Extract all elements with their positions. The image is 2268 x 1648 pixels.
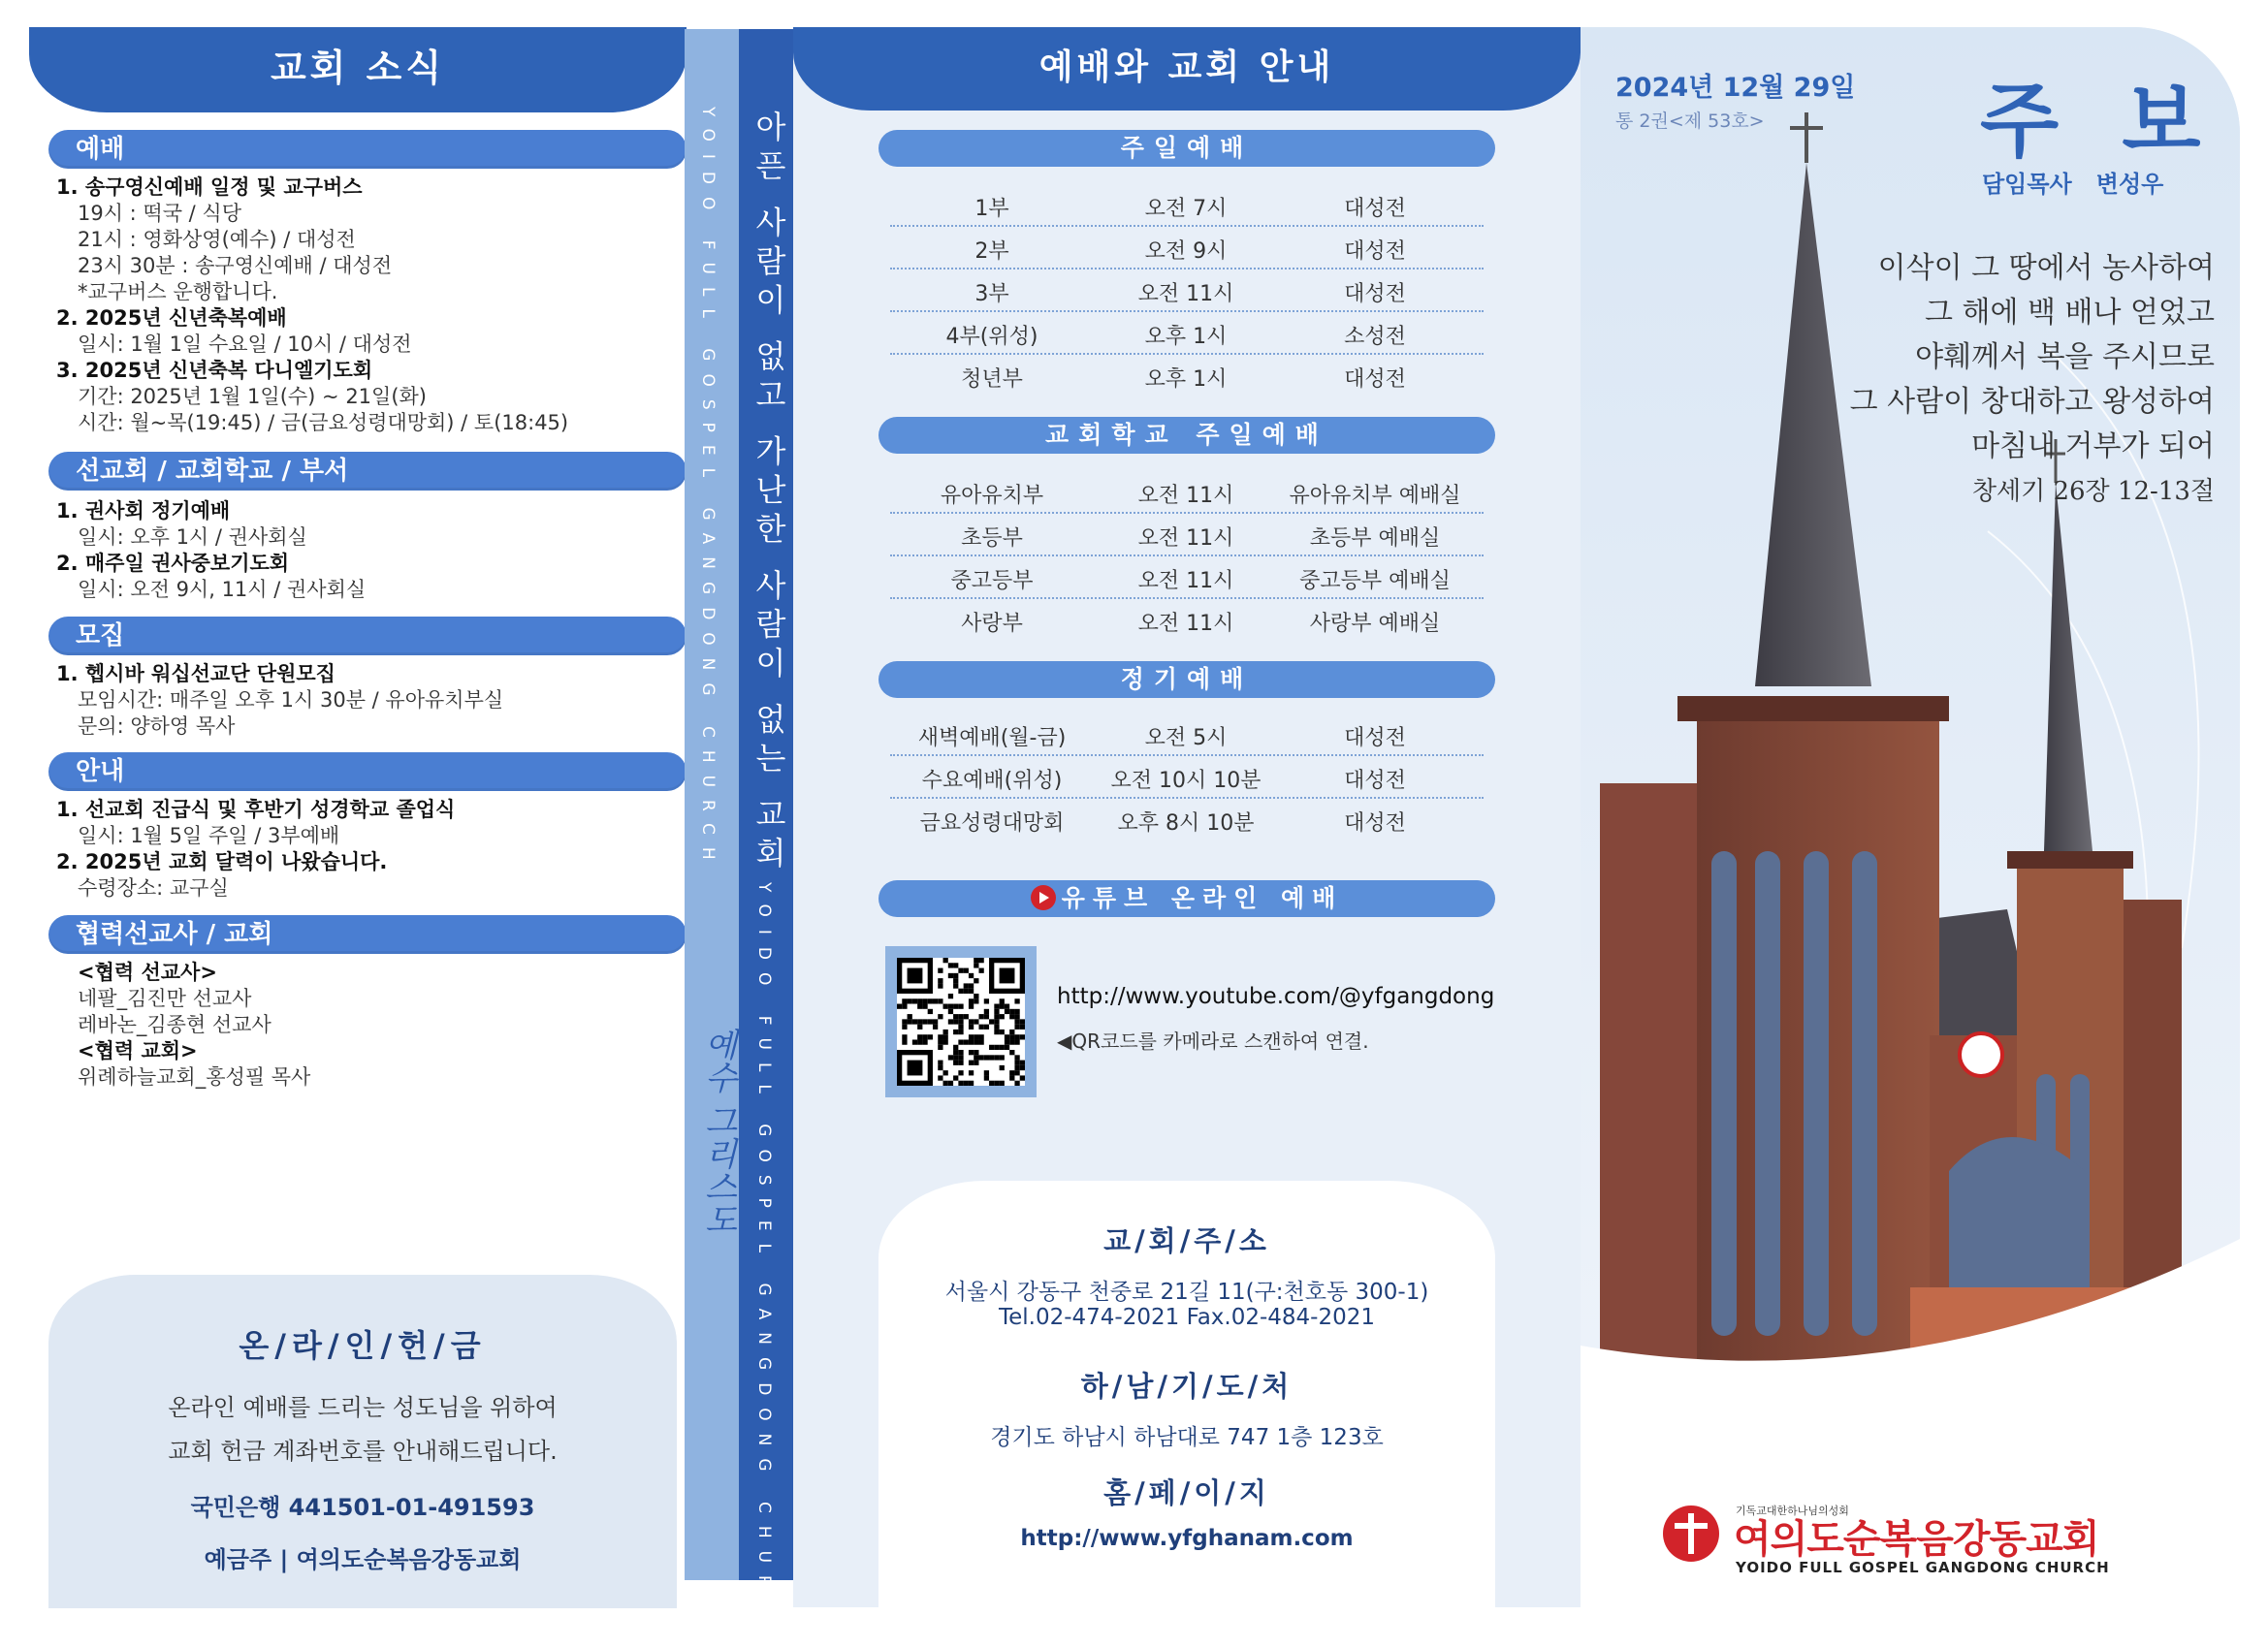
table-cell: 3부 xyxy=(974,282,1009,306)
senior-pastor: 담임목사 변성우 xyxy=(1982,171,2164,198)
logo-english-name: YOIDO FULL GOSPEL GANGDONG CHURCH xyxy=(1736,1559,2110,1576)
news-detail: 문의: 양하영 목사 xyxy=(78,714,236,738)
logo-denomination: 기독교대한하나님의성회 xyxy=(1736,1505,1849,1517)
news-item: 2. 2025년 교회 달력이 나왔습니다. xyxy=(56,850,388,873)
table-cell: 중고등부 예배실 xyxy=(1299,569,1451,593)
spine-english-top: YOIDO FULL GOSPEL GANGDONG CHURCH xyxy=(698,107,718,872)
youtube-title-text: 유튜브 온라인 예배 xyxy=(1061,884,1344,912)
table-cell: 대성전 xyxy=(1344,282,1406,306)
news-detail: 수령장소: 교구실 xyxy=(78,876,229,900)
table-cell: 수요예배(위성) xyxy=(921,769,1063,793)
section-mission: 선교회 / 교회학교 / 부서 xyxy=(48,452,687,491)
news-item: 3. 2025년 신년축복 다니엘기도회 xyxy=(56,359,373,382)
account-holder: 예금주 | 여의도순복음강동교회 xyxy=(204,1546,522,1573)
spine-motto: 아픈 사람이 없고 가난한 사람이 없는 교회 xyxy=(751,111,787,876)
cover-panel xyxy=(1581,27,2240,1607)
news-item: 1. 송구영신예배 일정 및 교구버스 xyxy=(56,175,363,199)
table-cell: 유아유치부 예배실 xyxy=(1289,484,1461,508)
bank-account: 국민은행 441501-01-491593 xyxy=(190,1494,535,1521)
news-item: 1. 선교회 진급식 및 후반기 성경학교 졸업식 xyxy=(56,798,456,821)
news-detail: 일시: 오전 9시, 11시 / 권사회실 xyxy=(78,578,367,601)
news-detail: 시간: 월~목(19:45) / 금(금요성령대망회) / 토(18:45) xyxy=(78,411,569,434)
table-cell: 유아유치부 xyxy=(940,484,1044,508)
verse-line: 이삭이 그 땅에서 농사하여 xyxy=(1877,251,2215,285)
youtube-worship-title xyxy=(878,880,1495,917)
news-detail: *교구버스 운행합니다. xyxy=(78,280,278,303)
table-cell: 대성전 xyxy=(1344,811,1406,836)
offering-text: 온라인 예배를 드리는 성도님을 위하여 xyxy=(168,1394,558,1421)
news-detail: 일시: 1월 1일 수요일 / 10시 / 대성전 xyxy=(78,333,412,356)
table-row xyxy=(890,754,1484,799)
news-list-mission xyxy=(56,498,366,603)
table-cell: 대성전 xyxy=(1344,769,1406,793)
section-guide: 안내 xyxy=(48,752,687,791)
table-cell: 오전 7시 xyxy=(1144,197,1228,221)
news-detail: 네팔_김진만 선교사 xyxy=(78,987,252,1010)
news-list-partner xyxy=(56,960,310,1091)
news-list-recruit xyxy=(56,661,503,740)
hanam-title: 하/남/기/도/처 xyxy=(1080,1370,1294,1403)
section-partner: 협력선교사 / 교회 xyxy=(48,915,687,954)
church-address: 서울시 강동구 천중로 21길 11(구:천호동 300-1) xyxy=(944,1280,1429,1305)
news-list-guide xyxy=(56,797,455,902)
issue-volume: 통 2권<제 53호> xyxy=(1615,111,1765,132)
scripture-verse xyxy=(1850,246,2215,514)
news-detail: 일시: 오후 1시 / 권사회실 xyxy=(78,525,307,549)
table-row xyxy=(890,512,1484,556)
qr-scan-note: ◀QR코드를 카메라로 스캔하여 연결. xyxy=(1057,1030,1369,1053)
news-detail: 21시 : 영화상영(예수) / 대성전 xyxy=(78,228,356,251)
spine-dark-strip xyxy=(739,29,793,1648)
issue-date: 2024년 12월 29일 xyxy=(1615,73,1856,103)
table-row xyxy=(890,268,1484,312)
homepage-title: 홈/페/이/지 xyxy=(1103,1476,1270,1509)
table-row xyxy=(890,225,1484,269)
news-item: <협력 선교사> xyxy=(78,961,217,984)
table-cell: 금요성령대망회 xyxy=(919,811,1065,836)
table-cell: 대성전 xyxy=(1344,726,1406,750)
verse-line: 마침내 거부가 되어 xyxy=(1971,429,2215,463)
news-detail: 레바논_김종현 선교사 xyxy=(78,1013,272,1036)
table-cell: 오전 11시 xyxy=(1137,612,1234,636)
table-cell: 초등부 xyxy=(961,526,1023,551)
address-title: 교/회/주/소 xyxy=(1103,1224,1270,1257)
spine-light-strip xyxy=(685,29,739,1580)
news-detail: 위례하늘교회_홍성필 목사 xyxy=(78,1065,311,1089)
qr-code[interactable] xyxy=(885,946,1037,1097)
qr-code-image xyxy=(897,958,1025,1086)
verse-reference: 창세기 26장 12-13절 xyxy=(1971,477,2215,506)
table-cell: 중고등부 xyxy=(950,569,1034,593)
offering-title: 온/라/인/헌/금 xyxy=(239,1327,487,1364)
worship-info-banner: 예배와 교회 안내 xyxy=(793,27,1581,111)
table-cell: 오전 11시 xyxy=(1137,526,1234,551)
table-cell: 오전 11시 xyxy=(1137,484,1234,508)
table-cell: 오전 9시 xyxy=(1144,239,1228,264)
bulletin-title: 주 보 xyxy=(1980,74,2219,169)
church-building-image xyxy=(1581,27,2240,1452)
table-cell: 대성전 xyxy=(1344,197,1406,221)
table-cell: 오후 1시 xyxy=(1144,367,1228,392)
hanam-address: 경기도 하남시 하남대로 747 1층 123호 xyxy=(990,1425,1384,1450)
online-offering-box xyxy=(48,1275,677,1608)
table-row xyxy=(890,597,1484,640)
offering-text: 교회 헌금 계좌번호를 안내해드립니다. xyxy=(168,1438,558,1465)
news-item: 2. 매주일 권사중보기도회 xyxy=(56,552,290,575)
logo-church-name: 여의도순복음강동교회 xyxy=(1734,1517,2099,1562)
table-cell: 새벽예배(월-금) xyxy=(917,726,1067,750)
youtube-icon xyxy=(1031,885,1056,910)
church-emblem-icon xyxy=(1663,1505,1719,1562)
spine-english-bottom: YOIDO FULL GOSPEL GANGDONG CHURCH xyxy=(754,882,774,1648)
table-row xyxy=(890,797,1484,840)
table-row xyxy=(890,182,1484,227)
table-cell: 2부 xyxy=(974,239,1009,264)
table-row xyxy=(890,310,1484,355)
school-worship-title: 교회학교 주일예배 xyxy=(878,417,1495,454)
table-cell: 사랑부 예배실 xyxy=(1309,612,1441,636)
section-worship: 예배 xyxy=(48,130,687,169)
table-cell: 오전 10시 10분 xyxy=(1110,769,1262,793)
church-contact-box xyxy=(878,1181,1495,1607)
table-cell: 오후 1시 xyxy=(1144,325,1228,349)
regular-worship-title: 정기예배 xyxy=(878,661,1495,698)
church-news-banner: 교회 소식 xyxy=(29,27,687,112)
table-cell: 사랑부 xyxy=(961,612,1023,636)
homepage-link[interactable]: http://www.yfghanam.com xyxy=(1020,1526,1354,1551)
table-row xyxy=(890,469,1484,514)
table-cell: 소성전 xyxy=(1344,325,1406,349)
table-row xyxy=(890,712,1484,756)
table-row xyxy=(890,555,1484,599)
table-cell: 청년부 xyxy=(961,367,1023,392)
church-phone: Tel.02-474-2021 Fax.02-484-2021 xyxy=(998,1305,1376,1330)
church-news-panel xyxy=(29,27,687,1607)
table-cell: 4부(위성) xyxy=(945,325,1038,349)
sunday-worship-title: 주일예배 xyxy=(878,130,1495,167)
table-cell: 대성전 xyxy=(1344,239,1406,264)
news-detail: 19시 : 떡국 / 식당 xyxy=(78,202,242,225)
news-detail: 기간: 2025년 1월 1일(수) ~ 21일(화) xyxy=(78,385,427,408)
table-cell: 오전 5시 xyxy=(1144,726,1228,750)
spine-script: 예수 그리스도 xyxy=(698,1028,737,1236)
worship-info-panel xyxy=(793,27,1581,1607)
news-detail: 모임시간: 매주일 오후 1시 30분 / 유아유치부실 xyxy=(78,688,504,712)
section-recruit: 모집 xyxy=(48,617,687,655)
verse-line: 야훼께서 복을 주시므로 xyxy=(1915,340,2215,374)
table-row xyxy=(890,353,1484,396)
news-item: 1. 권사회 정기예배 xyxy=(56,499,231,523)
youtube-url-link[interactable]: http://www.youtube.com/@yfgangdong xyxy=(1057,984,1495,1009)
news-detail: 23시 30분 : 송구영신예배 / 대성전 xyxy=(78,254,393,277)
table-cell: 오전 11시 xyxy=(1137,569,1234,593)
table-cell: 초등부 예배실 xyxy=(1309,526,1441,551)
news-detail: 일시: 1월 5일 주일 / 3부예배 xyxy=(78,824,340,847)
verse-line: 그 해에 백 배나 얻었고 xyxy=(1925,296,2215,330)
news-item: 1. 헵시바 워십선교단 단원모집 xyxy=(56,662,335,685)
table-cell: 대성전 xyxy=(1344,367,1406,392)
table-cell: 1부 xyxy=(974,197,1009,221)
table-cell: 오전 11시 xyxy=(1137,282,1234,306)
verse-line: 그 사람이 창대하고 왕성하여 xyxy=(1849,385,2215,419)
news-item: 2. 2025년 신년축복예배 xyxy=(56,306,287,330)
news-item: <협력 교회> xyxy=(78,1039,198,1062)
church-logo-area xyxy=(1581,1452,2240,1607)
table-cell: 오후 8시 10분 xyxy=(1117,811,1255,836)
news-list-worship xyxy=(56,174,568,436)
